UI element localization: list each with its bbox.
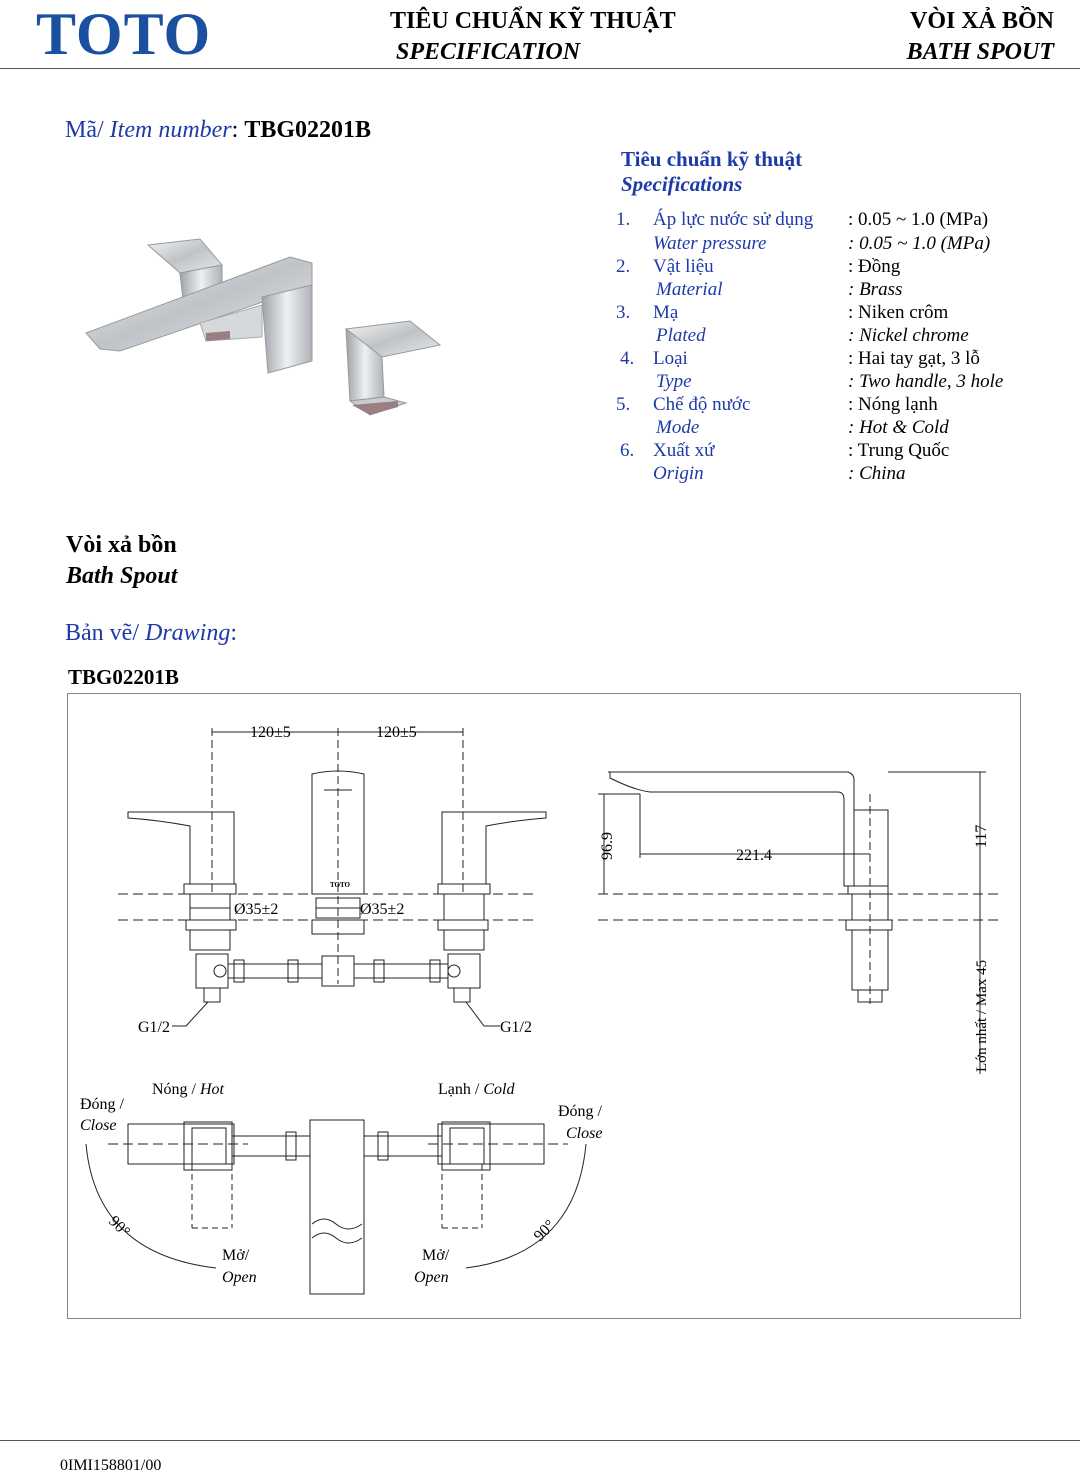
spec-label-en: Material	[656, 279, 723, 300]
spec-value-en: : Brass	[848, 279, 903, 300]
spec-num: 4.	[620, 348, 635, 369]
toto-logo: TOTO	[36, 1, 212, 67]
technical-drawing-frame	[67, 693, 1021, 1319]
item-label-en: Item number	[109, 117, 232, 143]
open-left-vi: Mở/	[222, 1247, 250, 1264]
dim-spacing-left: 120±5	[250, 724, 291, 741]
spec-label-en: Water pressure	[653, 233, 767, 254]
dim-height: 96.9	[599, 832, 616, 860]
spec-label-vi: Mạ	[653, 302, 679, 323]
spec-value-vi: : 0.05 ~ 1.0 (MPa)	[848, 209, 989, 230]
technical-drawing	[68, 694, 1020, 1318]
spec-title-vi: Tiêu chuẩn kỹ thuật	[621, 147, 803, 171]
spec-label-en: Type	[656, 371, 692, 392]
open-right-vi: Mở/	[422, 1247, 450, 1264]
spec-num: 5.	[616, 394, 631, 415]
spec-label-en: Origin	[653, 463, 704, 484]
cold-label-en: Cold	[483, 1081, 515, 1098]
dim-hole-left: Ø35±2	[234, 901, 279, 918]
spec-label-vi: Áp lực nước sử dụng	[653, 209, 814, 230]
item-colon: :	[231, 117, 239, 143]
item-label-vi: Mã/	[65, 117, 104, 143]
spec-num: 3.	[616, 302, 631, 323]
footer-doc-code: 0IMI158801/00	[60, 1457, 162, 1474]
dim-hole-right: Ø35±2	[360, 901, 405, 918]
item-number: TBG02201B	[244, 117, 372, 143]
right-handle-image	[346, 321, 440, 415]
spec-label-vi: Chế độ nước	[653, 394, 751, 415]
drawing-label	[65, 620, 237, 647]
close-left-vi: Đóng /	[80, 1096, 124, 1113]
dim-thread-right: G1/2	[500, 1019, 532, 1036]
item-number-line	[65, 117, 371, 144]
angle-right: 90°	[530, 1216, 559, 1245]
spec-num: 1.	[616, 209, 631, 230]
dim-total-height: 117	[973, 824, 990, 848]
spec-list	[616, 209, 1056, 489]
cold-label-vi: Lạnh /	[438, 1081, 480, 1098]
cold-label	[438, 1081, 515, 1098]
product-image	[80, 225, 450, 425]
drawing-colon: :	[230, 620, 238, 646]
drawing-label-vi: Bản vẽ/	[65, 620, 139, 646]
spec-value-en: : Hot & Cold	[848, 417, 949, 438]
section-name-vi: Vòi xả bồn	[66, 532, 177, 558]
spec-label-vi: Loại	[653, 348, 688, 369]
hot-label-en: Hot	[200, 1081, 224, 1098]
spec-value-vi: : Nóng lạnh	[848, 394, 938, 415]
spec-num: 2.	[616, 256, 631, 277]
spout-brand-mark: TOTO	[330, 881, 350, 889]
spec-value-en: : Nickel chrome	[848, 325, 969, 346]
dim-max-deck: Lớn nhất / Max 45	[974, 959, 990, 1072]
spec-label-vi: Xuất xứ	[653, 440, 715, 461]
hot-label	[152, 1081, 225, 1098]
spec-value-vi: : Hai tay gạt, 3 lỗ	[848, 348, 980, 369]
spec-title-en: Specifications	[621, 172, 743, 196]
spec-value-en: : China	[848, 463, 906, 484]
spec-value-vi: : Đồng	[848, 256, 901, 277]
header-rule	[0, 68, 1080, 69]
close-right-en: Close	[566, 1125, 603, 1142]
dim-reach: 221.4	[736, 847, 772, 864]
drawing-label-en: Drawing	[144, 620, 231, 646]
spec-value-vi: : Niken crôm	[848, 302, 949, 323]
header-product-vi: VÒI XẢ BỒN	[909, 8, 1054, 34]
spec-value-en: : 0.05 ~ 1.0 (MPa)	[848, 233, 991, 254]
spec-label-en: Plated	[656, 325, 706, 346]
hot-label-vi: Nóng /	[152, 1081, 196, 1098]
dim-spacing-right: 120±5	[376, 724, 417, 741]
header-title-en: SPECIFICATION	[396, 39, 581, 65]
spec-value-vi: : Trung Quốc	[848, 440, 950, 461]
angle-left: 90°	[105, 1212, 134, 1241]
drawing-model: TBG02201B	[68, 665, 179, 689]
header-title-vi: TIÊU CHUẨN KỸ THUẬT	[390, 8, 676, 34]
open-left-en: Open	[222, 1269, 257, 1286]
close-left-en: Close	[80, 1117, 117, 1134]
dim-thread-left: G1/2	[138, 1019, 170, 1036]
section-name-en: Bath Spout	[66, 563, 178, 589]
spec-label-en: Mode	[656, 417, 700, 438]
footer-rule	[0, 1440, 1080, 1441]
open-right-en: Open	[414, 1269, 449, 1286]
spec-value-en: : Two handle, 3 hole	[848, 371, 1004, 392]
close-right-vi: Đóng /	[558, 1103, 602, 1120]
header-product-en: BATH SPOUT	[906, 39, 1054, 65]
spec-num: 6.	[620, 440, 635, 461]
spec-label-vi: Vật liệu	[653, 256, 714, 277]
